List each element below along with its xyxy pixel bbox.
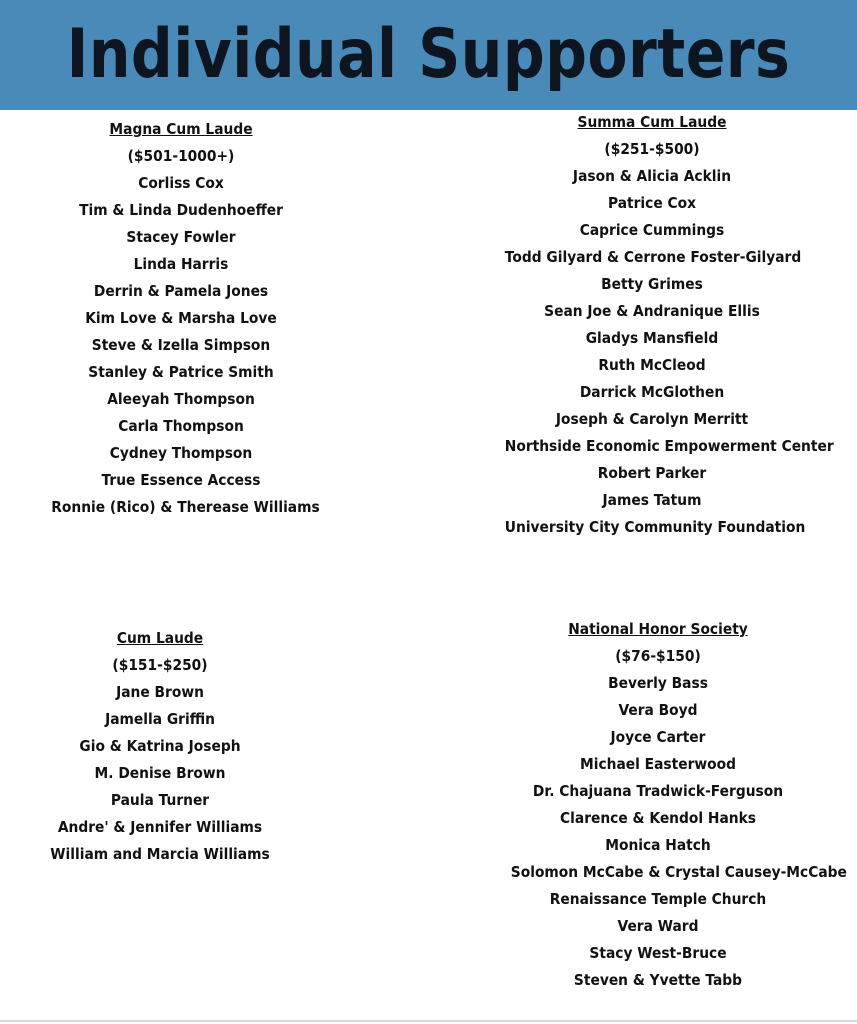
supporter-name: Stacey Fowler <box>126 228 236 246</box>
tier-range: ($251-$500) <box>604 140 700 158</box>
supporter-name: Jane Brown <box>116 683 204 701</box>
supporter-name: Jason & Alicia Acklin <box>572 167 732 185</box>
tier-cum-laude <box>40 625 280 868</box>
supporter-name: Kim Love & Marsha Love <box>85 309 277 327</box>
page-title: Individual Supporters <box>66 15 791 94</box>
supporter-name: Renaissance Temple Church <box>549 890 767 908</box>
header-banner <box>0 0 857 110</box>
tier-title: Magna Cum Laude <box>109 120 253 138</box>
tier-title: Summa Cum Laude <box>577 113 727 131</box>
supporter-name: Patrice Cox <box>607 194 697 212</box>
supporter-name: Tim & Linda Dudenhoeffer <box>79 201 283 219</box>
tier-range: ($151-$250) <box>112 656 208 674</box>
supporter-name: Michael Easterwood <box>580 755 736 773</box>
supporter-name: Caprice Cummings <box>579 221 725 239</box>
supporter-name: Jamella Griffin <box>105 710 215 728</box>
tier-title: National Honor Society <box>568 620 748 638</box>
supporter-name: William and Marcia Williams <box>50 845 270 863</box>
supporter-name: Beverly Bass <box>608 674 708 692</box>
supporter-name: Solomon McCabe & Crystal Causey-McCabe <box>510 863 847 881</box>
tier-title: Cum Laude <box>116 629 204 647</box>
supporter-name: Northside Economic Empowerment Center <box>504 437 834 455</box>
tier-range: ($76-$150) <box>615 647 701 665</box>
supporter-name: Cydney Thompson <box>109 444 253 462</box>
supporter-name: Vera Boyd <box>618 701 698 719</box>
supporter-name: Joseph & Carolyn Merritt <box>555 410 749 428</box>
supporter-name: Ruth McCleod <box>598 356 706 374</box>
supporter-name: Steven & Yvette Tabb <box>573 971 743 989</box>
supporter-name: True Essence Access <box>101 471 261 489</box>
supporter-name: Robert Parker <box>597 464 707 482</box>
supporter-name: Andre' & Jennifer Williams <box>57 818 263 836</box>
supporter-name: Todd Gilyard & Cerrone Foster-Gilyard <box>504 248 802 266</box>
supporter-name: Ronnie (Rico) & Therease Williams <box>51 498 320 516</box>
supporter-name: Derrin & Pamela Jones <box>93 282 269 300</box>
supporter-name: Sean Joe & Andranique Ellis <box>544 302 760 320</box>
supporter-name: Vera Ward <box>617 917 699 935</box>
supporter-name: Monica Hatch <box>605 836 711 854</box>
supporter-name: University City Community Foundation <box>504 518 806 536</box>
supporter-name: Dr. Chajuana Tradwick-Ferguson <box>532 782 784 800</box>
tier-range: ($501-1000+) <box>127 147 235 165</box>
supporter-name: Gio & Katrina Joseph <box>79 737 241 755</box>
tier-summa-cum-laude <box>492 109 834 541</box>
supporter-name: Stanley & Patrice Smith <box>88 363 274 381</box>
supporter-name: Paula Turner <box>110 791 210 809</box>
supporter-name: Betty Grimes <box>601 275 703 293</box>
supporter-name: Linda Harris <box>133 255 229 273</box>
supporter-name: Clarence & Kendol Hanks <box>560 809 756 827</box>
supporter-name: James Tatum <box>602 491 702 509</box>
supporter-name: Darrick McGlothen <box>579 383 725 401</box>
supporter-name: Corliss Cox <box>138 174 224 192</box>
tier-magna-cum-laude <box>40 116 322 521</box>
supporter-name: Steve & Izella Simpson <box>91 336 271 354</box>
bottom-divider <box>0 1020 857 1022</box>
supporter-name: Joyce Carter <box>610 728 706 746</box>
supporter-name: Carla Thompson <box>118 417 244 435</box>
supporter-name: Gladys Mansfield <box>585 329 719 347</box>
supporter-name: Stacy West-Bruce <box>589 944 727 962</box>
tier-national-honor-society <box>498 616 847 994</box>
supporter-name: M. Denise Brown <box>94 764 226 782</box>
supporter-name: Aleeyah Thompson <box>107 390 255 408</box>
